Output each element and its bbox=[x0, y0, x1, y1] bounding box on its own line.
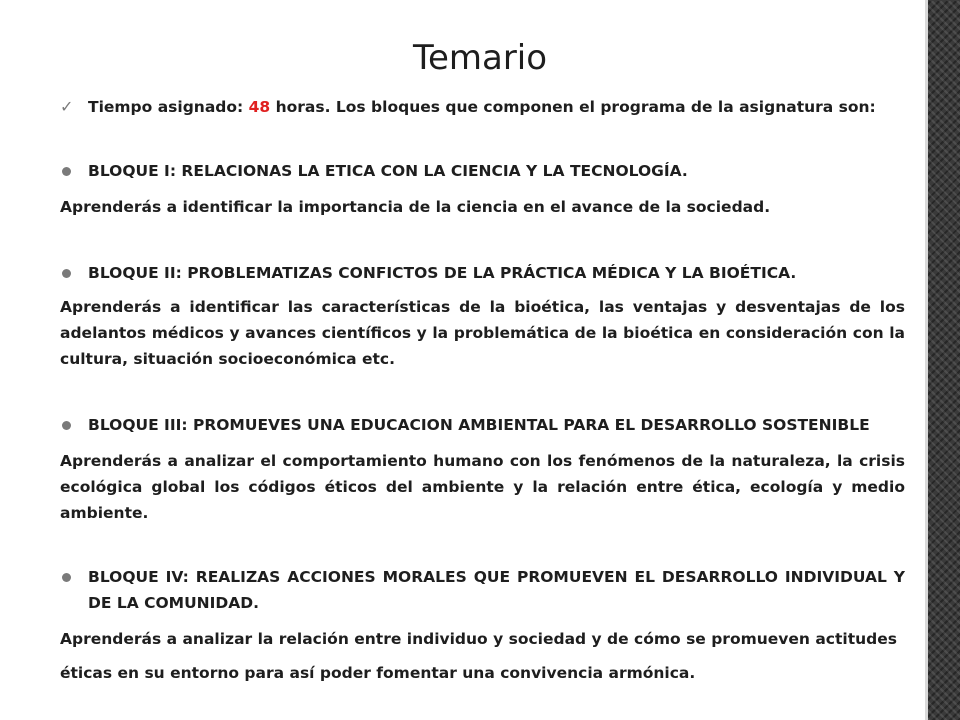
decorative-border bbox=[928, 0, 960, 720]
block-3-description: Aprenderás a analizar el comportamiento humano con los fenómenos de la naturaleza, la crisis ecológica global los códigos éticos del ambiente y la relación entre ética, ecología y medio ambiente. bbox=[60, 452, 905, 522]
check-icon: ✓ bbox=[60, 97, 74, 116]
block-4-heading-line bbox=[60, 564, 905, 616]
intro-prefix: Tiempo asignado: bbox=[88, 98, 249, 116]
block-2-heading-line bbox=[60, 260, 796, 286]
bullet-dot-icon bbox=[62, 167, 71, 176]
block-1-heading-line bbox=[60, 158, 688, 184]
intro-hours: 48 bbox=[248, 98, 271, 116]
bullet-dot-icon bbox=[62, 573, 71, 582]
block-3-heading-line bbox=[60, 412, 870, 438]
bullet-dot-icon bbox=[62, 269, 71, 278]
bullet-dot-icon bbox=[62, 421, 71, 430]
intro-line bbox=[60, 94, 876, 120]
block-4-description-line-2: éticas en su entorno para así poder fomentar una convivencia armónica. bbox=[60, 664, 696, 682]
block-4-description-line-1: Aprenderás a analizar la relación entre individuo y sociedad y de cómo se promueven actitudes bbox=[60, 630, 897, 648]
block-1-description: Aprenderás a identificar la importancia de la ciencia en el avance de la sociedad. bbox=[60, 198, 771, 216]
block-1-heading: BLOQUE I: RELACIONAS LA ETICA CON LA CIENCIA Y LA TECNOLOGÍA. bbox=[88, 162, 688, 180]
block-2-heading: BLOQUE II: PROBLEMATIZAS CONFICTOS DE LA PRÁCTICA MÉDICA Y LA BIOÉTICA. bbox=[88, 264, 797, 282]
block-4-heading: BLOQUE IV: REALIZAS ACCIONES MORALES QUE PROMUEVEN EL DESARROLLO INDIVIDUAL Y DE LA COMUNIDAD. bbox=[88, 568, 905, 612]
block-3-heading: BLOQUE III: PROMUEVES UNA EDUCACION AMBIENTAL PARA EL DESARROLLO SOSTENIBLE bbox=[88, 416, 870, 434]
slide-title: Temario bbox=[412, 38, 548, 78]
intro-suffix: horas. Los bloques que componen el programa de la asignatura son: bbox=[270, 98, 876, 116]
block-2-description: Aprenderás a identificar las características de la bioética, las ventajas y desventajas de los adelantos médicos y avances científicos y la problemática de la bioética en consideración con la cultura, situación socioeconómica etc. bbox=[60, 298, 905, 368]
